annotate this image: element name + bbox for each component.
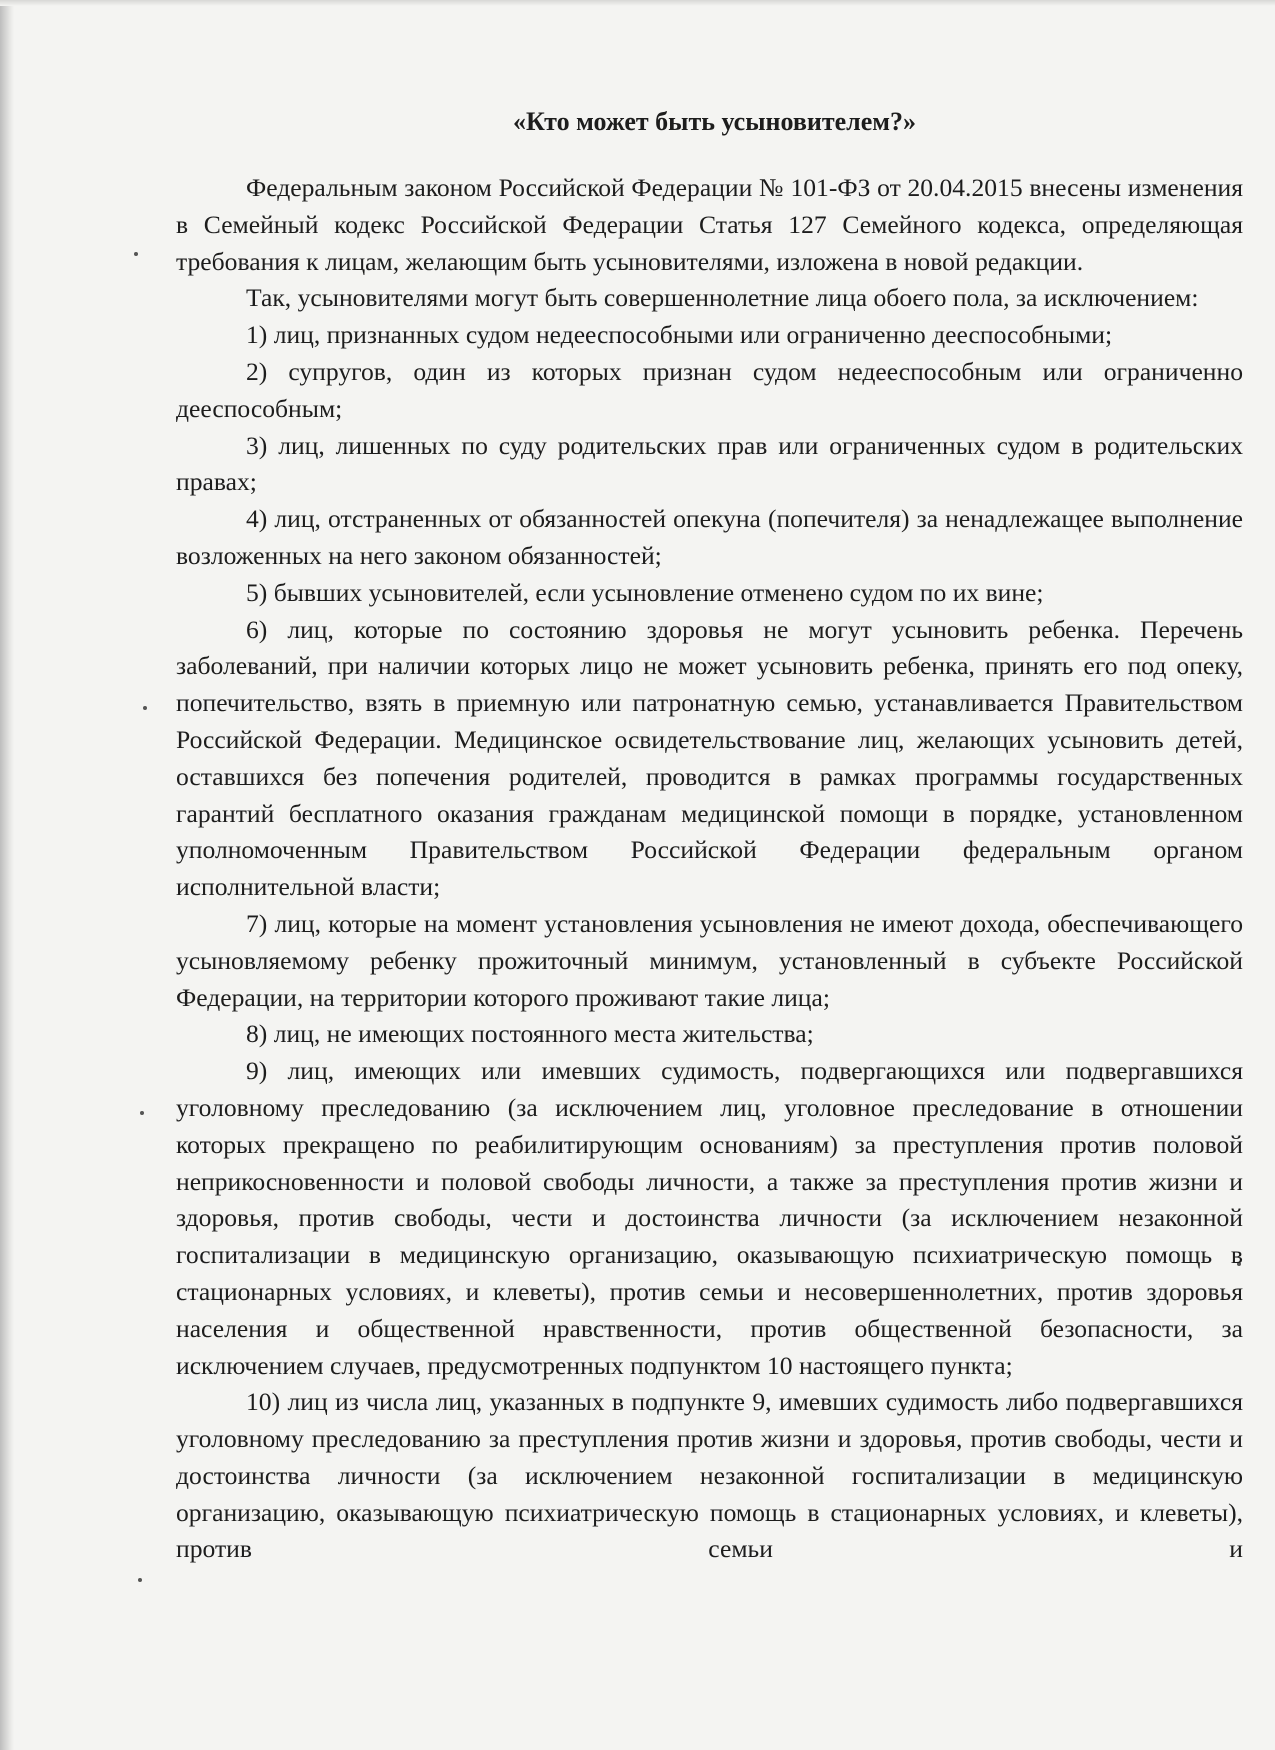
list-item-1: 1) лиц, признанных судом недееспособными или ограниченно дееспособными; (246, 320, 1113, 350)
list-item-7: 7) лиц, которые на момент установления усыновления не имеют дохода, обеспечивающего усыновляемому ребенку прожиточный минимум, установленный в субъекте Российской Федерации, на территории которого проживают такие лица; (176, 908, 1243, 1012)
list-item-6: 6) лиц, которые по состоянию здоровья не могут усыновить ребенка. Перечень заболеваний, при наличии которых лицо не может усыновить ребенка, принять его под опеку, попечительство, взять в приемную или патронатную семью, устанавливается Правительством Российской Федерации. Медицинское освидетельствование лиц, желающих усыновить детей, оставшихся без попечения родителей, проводится в рамках программы государственных гарантий бесплатного оказания гражданам медицинской помощи в порядке, установленном уполномоченным Правительством Российской Федерации федеральным органом исполнительной власти; (176, 614, 1243, 902)
document-page (176, 104, 1243, 1568)
list-item-9: 9) лиц, имеющих или имевших судимость, подвергающихся или подвергавшихся уголовному преследованию (за исключением лиц, уголовное преследование в отношении которых прекращено по реабилитирующим основаниям) за преступления против половой неприкосновенности и половой свободы личности, а также за преступления против жизни и здоровья, против свободы, чести и достоинства личности (за исключением незаконной госпитализации в медицинскую организацию, оказывающую психиатрическую помощь в стационарных условиях, и клеветы), против семьи и несовершеннолетних, против здоровья населения и общественной нравственности, против общественной безопасности, за исключением случаев, предусмотренных подпунктом 10 настоящего пункта; (176, 1056, 1243, 1380)
document-title: «Кто может быть усыновителем?» (512, 107, 917, 136)
list-item-2: 2) супругов, один из которых признан судом недееспособным или ограниченно дееспособным; (176, 356, 1243, 423)
scan-speck (134, 252, 138, 256)
list-item-10: 10) лиц из числа лиц, указанных в подпункте 9, имевших судимость либо подвергавшихся уголовному преследованию за преступления против жизни и здоровья, против свободы, чести и достоинства личности (за исключением незаконной госпитализации в медицинскую организацию, оказывающую психиатрическую помощь в стационарных условиях, и клеветы), против семьи и (176, 1387, 1243, 1564)
list-item-4: 4) лиц, отстраненных от обязанностей опекуна (попечителя) за ненадлежащее выполнение возложенных на него законом обязанностей; (176, 504, 1243, 570)
list-item-3: 3) лиц, лишенных по суду родительских прав или ограниченных судом в родительских правах; (176, 430, 1243, 497)
scan-speck (138, 1578, 142, 1582)
list-item-5: 5) бывших усыновителей, если усыновление отменено судом по их вине; (246, 577, 1044, 607)
list-item-8: 8) лиц, не имеющих постоянного места жительства; (246, 1019, 814, 1049)
scan-edge (0, 0, 14, 1750)
scan-speck (143, 706, 147, 710)
lead-paragraph: Так, усыновителями могут быть совершеннолетние лица обоего пола, за исключением: (246, 283, 1199, 313)
scan-speck (140, 1111, 144, 1115)
scan-edge-top (0, 0, 1275, 6)
intro-paragraph: Федеральным законом Российской Федерации № 101-ФЗ от 20.04.2015 внесены изменения в Семейный кодекс Российской Федерации Статья 127 Семейного кодекса, определяющая требования к лицам, желающим быть усыновителями, изложена в новой редакции. (176, 173, 1243, 276)
